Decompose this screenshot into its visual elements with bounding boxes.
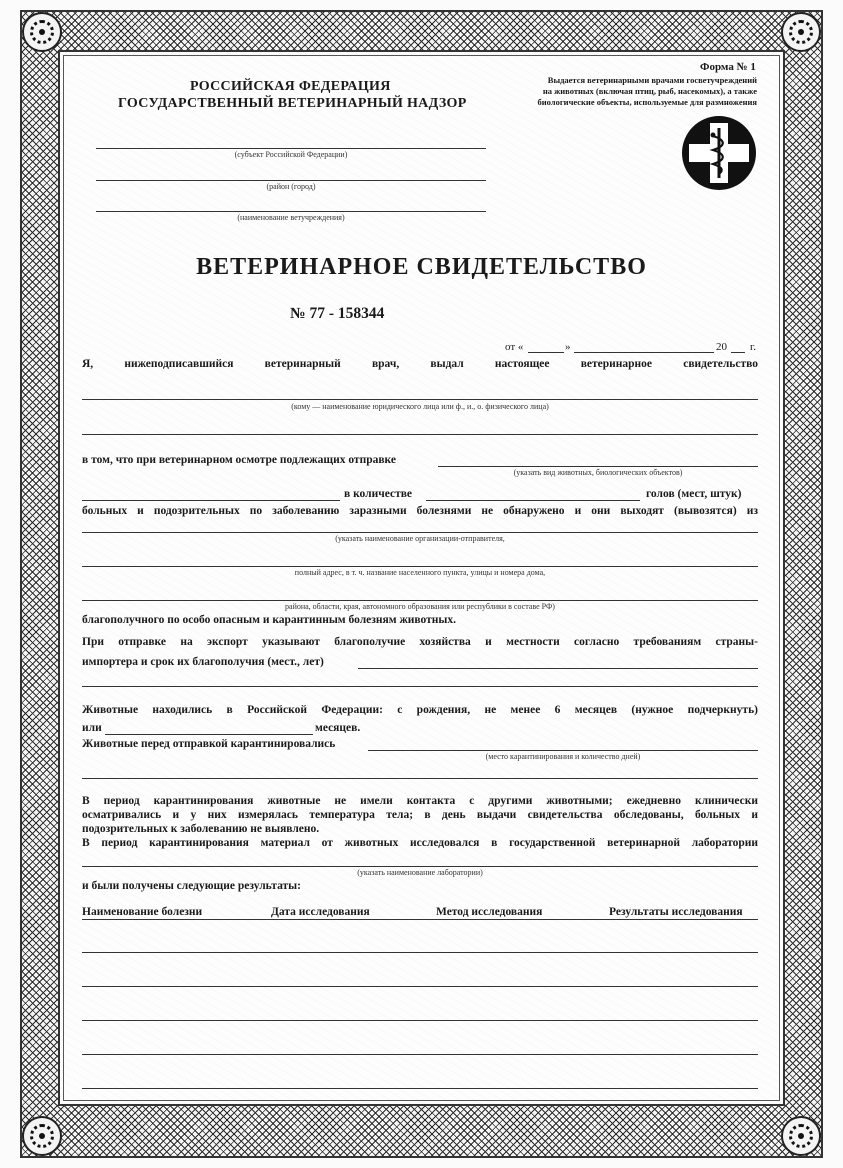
corner-rosette-icon (781, 12, 821, 52)
paragraph-export-2: импортера и срок их благополучия (мест., лет) (82, 656, 324, 668)
months-label: месяцев. (315, 722, 361, 734)
sender-address-caption: полный адрес, в т. ч. название населенного пункта, улицы и номера дома, (294, 568, 546, 577)
lab-name-field[interactable] (82, 866, 758, 867)
issued-note-line: на животных (включая птиц, рыб, насекомых), а также (542, 86, 757, 96)
certificate-number: № 77 - 158344 (290, 305, 385, 322)
column-header-method: Метод исследования (436, 906, 543, 918)
subject-field-line[interactable] (96, 148, 486, 149)
sender-region-field[interactable] (82, 600, 758, 601)
sender-org-caption: (указать наименование организации-отправителя, (335, 534, 505, 543)
animal-type-field-2[interactable] (82, 500, 340, 501)
quantity-field[interactable] (426, 500, 640, 501)
corner-rosette-icon (22, 1116, 62, 1156)
paragraph-safe-region: благополучного по особо опасным и карантинным болезням животных. (82, 614, 457, 626)
date-year-prefix: 20 (716, 341, 727, 353)
column-header-date: Дата исследования (271, 906, 370, 918)
sender-address-field[interactable] (82, 566, 758, 567)
paragraph-quarantine-period: В период карантинирования животные не имели контакта с другими животными; ежедневно клинически (82, 795, 758, 807)
lab-name-caption: (указать наименование лаборатории) (357, 868, 483, 877)
quantity-label: в количестве (344, 488, 413, 500)
date-year-field[interactable] (731, 352, 745, 353)
animal-type-caption: (указать вид животных, биологических объектов) (513, 468, 683, 477)
paragraph-quarantine: Животные перед отправкой карантинировались (82, 738, 336, 750)
agency-name: ГОСУДАРСТВЕННЫЙ ВЕТЕРИНАРНЫЙ НАДЗОР (118, 96, 467, 111)
paragraph-no-disease: больных и подозрительных по заболеванию заразными болезнями не обнаружено и они выходят (вывозятся) из (82, 505, 758, 517)
months-field[interactable] (105, 734, 313, 735)
district-caption: (район (город) (266, 182, 316, 191)
date-close-quote: » (565, 341, 571, 353)
heads-label: голов (мест, штук) (646, 488, 742, 500)
corner-rosette-icon (781, 1116, 821, 1156)
district-field-line[interactable] (96, 180, 486, 181)
recipient-field-line[interactable] (82, 399, 758, 400)
sender-region-caption: района, области, края, автономного образования или республики в составе РФ) (285, 602, 555, 611)
animal-type-field[interactable] (438, 466, 758, 467)
issued-note-line: Выдается ветеринарными врачами госветучреждений (547, 75, 757, 85)
paragraph-quarantine-period-2: осматривались и у них измерялась температура тела; в день выдачи свидетельства обследованы, больных и (82, 809, 758, 821)
paragraph-declaration: Я, нижеподписавшийся ветеринарный врач, выдал настоящее ветеринарное свидетельство (82, 358, 758, 370)
quarantine-field[interactable] (368, 750, 758, 751)
document-title: ВЕТЕРИНАРНОЕ СВИДЕТЕЛЬСТВО (196, 254, 647, 280)
form-number: Форма № 1 (700, 61, 756, 73)
paragraph-residence: Животные находились в Российской Федерации: с рождения, не менее 6 месяцев (нужное подчеркнуть) (82, 704, 758, 716)
issued-note-line: биологические объекты, используемые для размножения (537, 97, 757, 107)
table-row[interactable] (82, 986, 758, 987)
recipient-caption: (кому — наименование юридического лица или ф., и., о. физического лица) (291, 402, 549, 411)
document-area (58, 50, 785, 1106)
date-from-label: от « (505, 341, 524, 353)
corner-rosette-icon (22, 12, 62, 52)
institution-field-line[interactable] (96, 211, 486, 212)
recipient-field-line-2[interactable] (82, 434, 758, 435)
table-row[interactable] (82, 1054, 758, 1055)
table-header-rule (82, 919, 758, 920)
quarantine-field-2[interactable] (82, 778, 758, 779)
paragraph-inspection: в том, что при ветеринарном осмотре подлежащих отправке (82, 454, 396, 466)
paragraph-quarantine-period-3: подозрительных к заболеванию не выявлено. (82, 823, 320, 835)
sender-org-field[interactable] (82, 532, 758, 533)
date-year-suffix: г. (750, 341, 757, 353)
column-header-result: Результаты исследования (609, 906, 743, 918)
export-term-field[interactable] (358, 668, 758, 669)
date-day-field[interactable] (528, 352, 564, 353)
date-month-field[interactable] (574, 352, 714, 353)
table-row[interactable] (82, 1020, 758, 1021)
export-term-field-2[interactable] (82, 686, 758, 687)
institution-caption: (наименование ветучреждения) (237, 213, 345, 222)
subject-caption: (субъект Российской Федерации) (234, 150, 348, 159)
paragraph-export: При отправке на экспорт указывают благополучие хозяйства и местности согласно требованиям страны- (82, 636, 758, 648)
column-header-disease: Наименование болезни (82, 906, 203, 918)
paragraph-results: и были получены следующие результаты: (82, 880, 301, 892)
quarantine-caption: (место карантинирования и количество дней) (485, 752, 641, 761)
table-row[interactable] (82, 1088, 758, 1089)
country-name: РОССИЙСКАЯ ФЕДЕРАЦИЯ (190, 79, 391, 94)
veterinary-emblem-icon (680, 114, 758, 192)
or-label: или (82, 722, 102, 734)
table-row[interactable] (82, 952, 758, 953)
paragraph-lab: В период карантинирования материал от животных исследовался в государственной ветеринарной лаборатории (82, 837, 758, 849)
